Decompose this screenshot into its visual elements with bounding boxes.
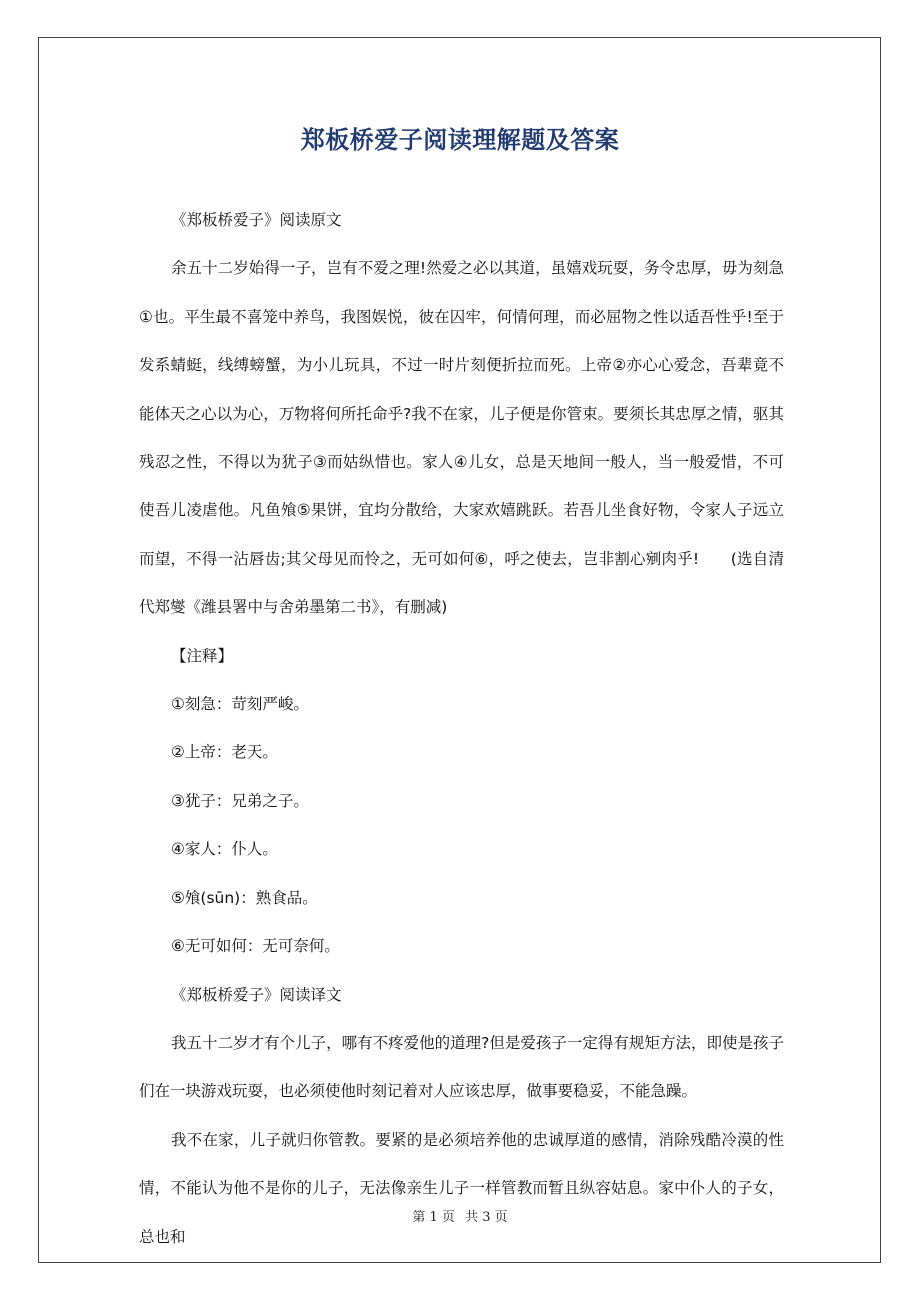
page-footer [0,1206,920,1225]
note-item: ②上帝：老天。 [171,743,278,762]
note-item: ①刻急：苛刻严峻。 [171,695,309,714]
page-total: 共 3 页 [465,1210,508,1225]
note-item: ⑤飧(sūn)：熟食品。 [171,888,318,907]
document-body [139,196,784,1261]
note-item: ④家人：仆人。 [171,840,278,859]
document-title: 郑板桥爱子阅读理解题及答案 [300,126,620,154]
original-text: 余五十二岁始得一子，岂有不爱之理!然爱之必以其道，虽嬉戏玩耍，务令忠厚，毋为刻急①也。平生最不喜笼中养鸟，我图娱悦，彼在囚牢，何情何理，而必屈物之性以适吾性乎!至于发系蜻蜓，线缚螃蟹，为小儿玩具，不过一时片刻便折拉而死。上帝②亦心心爱念，吾辈竟不能体天之心以为心，万物将何所托命乎?我不在家，儿子便是你管束。要须长其忠厚之情，驱其残忍之性，不得以为犹子③而姑纵惜也。家人④儿女，总是天地间一般人，当一般爱惜，不可使吾儿凌虐他。凡鱼飧⑤果饼，宜均分散给，大家欢嬉跳跃。若吾儿坐食好物，令家人子远立而望，不得一沾唇齿;其父母见而怜之，无可如何⑥，呼之使去，岂非割心剜肉乎! (选自清代郑燮《潍县署中与舍弟墨第二书》，有删减) [139,259,784,617]
translation-paragraph: 我不在家，儿子就归你管教。要紧的是必须培养他的忠诚厚道的感情，消除残酷冷漠的性情，不能认为他不是你的儿子，无法像亲生儿子一样管教而暂且纵容姑息。家中仆人的子女，总也和 [139,1130,784,1246]
original-heading: 《郑板桥爱子》阅读原文 [171,211,342,229]
page-number: 第 1 页 [412,1210,455,1225]
note-item: ⑥无可如何：无可奈何。 [171,937,340,956]
translation-heading: 《郑板桥爱子》阅读译文 [171,985,342,1004]
note-item: ③犹子：兄弟之子。 [171,791,309,810]
notes-heading: 【注释】 [171,646,234,665]
translation-paragraph: 我五十二岁才有个儿子，哪有不疼爱他的道理?但是爱孩子一定得有规矩方法，即使是孩子们在一块游戏玩耍，也必须使他时刻记着对人应该忠厚，做事要稳妥，不能急躁。 [139,1033,784,1101]
